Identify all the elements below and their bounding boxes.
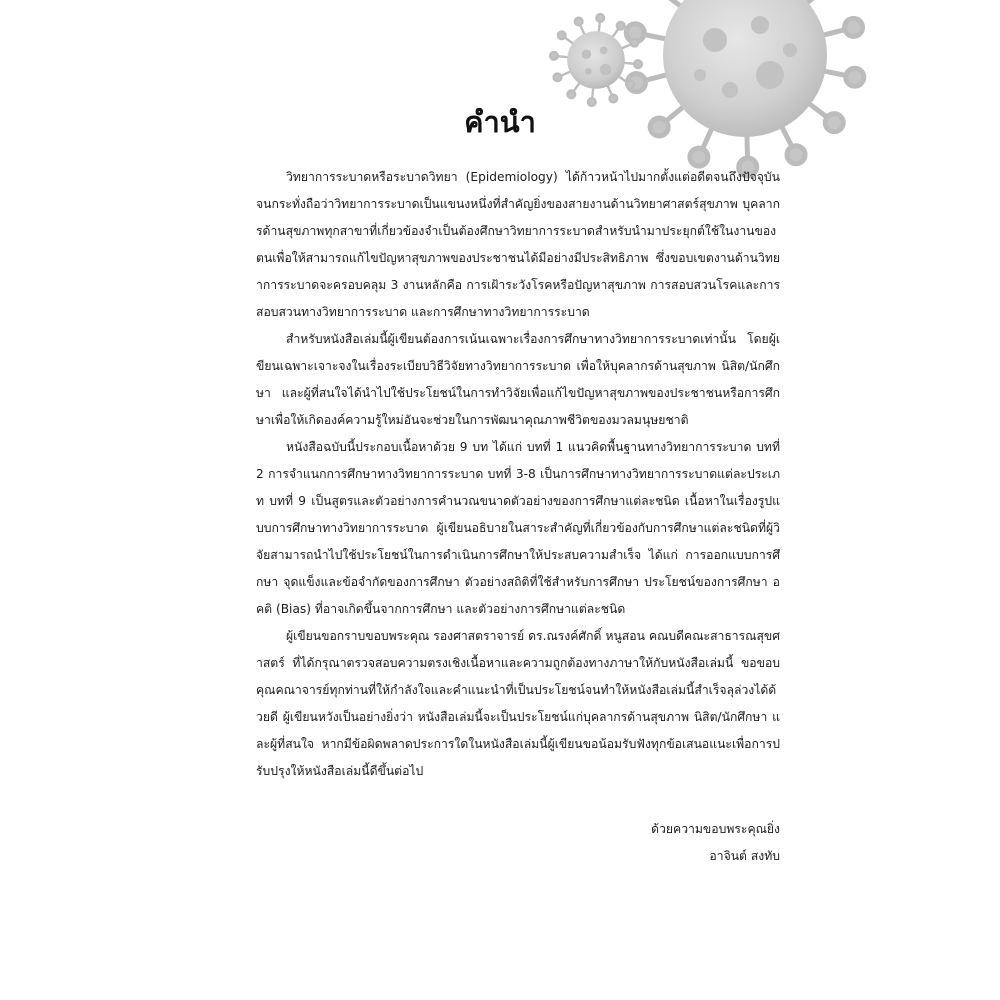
author-name: อาจินต์ สงทับ — [709, 849, 780, 863]
preface-body — [256, 164, 780, 785]
paragraph-acknowledgement: ผู้เขียนขอกราบขอบพระคุณ รองศาสตราจารย์ ดร.ณรงค์ศักดิ์ หนูสอน คณบดีคณะสาธารณสุขศาสตร์ ที่ได้กรุณาตรวจสอบความตรงเชิงเนื้อหาและความถูกต้องทางภาษาให้กับหนังสือเล่มนี้ ขอขอบคุณคณาจารย์ทุกท่านที่ให้กำลังใจและคำแนะนำที่เป็นประโยชน์จนทำให้หนังสือเล่มนี้สำเร็จลุล่วงได้ด้วยดี ผู้เขียนหวังเป็นอย่างยิ่งว่า หนังสือเล่มนี้จะเป็นประโยชน์แก่บุคลากรด้านสุขภาพ นิสิต/นักศึกษา และผู้ที่สนใจ หากมีข้อผิดพลาดประการใดในหนังสือเล่มนี้ผู้เขียนขอน้อมรับฟังทุกข้อเสนอแนะเพื่อการปรับปรุงให้หนังสือเล่มนี้ดีขึ้นต่อไป — [256, 629, 780, 778]
virus-small-icon — [548, 12, 644, 108]
page-title: คำนำ — [464, 105, 536, 139]
paragraph-contents: หนังสือฉบับนี้ประกอบเนื้อหาด้วย 9 บท ได้แก่ บทที่ 1 แนวคิดพื้นฐานทางวิทยาการระบาด บทที่ 2 การจำแนกการศึกษาทางวิทยาการระบาด บทที่ 3-8 เป็นการศึกษาทางวิทยาการระบาดแต่ละประเภท บทที่ 9 เป็นสูตรและตัวอย่างการคำนวณขนาดตัวอย่างของการศึกษาแต่ละชนิด เนื้อหาในเรื่องรูปแบบการศึกษาทางวิทยาการระบาด ผู้เขียนอธิบายในสาระสำคัญที่เกี่ยวข้องกับการศึกษาแต่ละชนิดที่ผู้วิจัยสามารถนำไปใช้ประโยชน์ในการดำเนินการศึกษาให้ประสบความสำเร็จ ได้แก่ การออกแบบการศึกษา จุดแข็งและข้อจำกัดของการศึกษา ตัวอย่างสถิติที่ใช้สำหรับการศึกษา ประโยชน์ของการศึกษา อคติ (Bias) ที่อาจเกิดขึ้นจากการศึกษา และตัวอย่างการศึกษาแต่ละชนิด — [256, 440, 780, 616]
paragraph-intro: วิทยาการระบาดหรือระบาดวิทยา (Epidemiology) ได้ก้าวหน้าไปมากตั้งแต่อดีตจนถึงปัจจุบัน จนกระทั่งถือว่าวิทยาการระบาดเป็นแขนงหนึ่งที่สำคัญยิ่งของสายงานด้านวิทยาศาสตร์สุขภาพ บุคลากรด้านสุขภาพทุกสาขาที่เกี่ยวข้องจำเป็นต้องศึกษาวิทยาการระบาดสำหรับนำมาประยุกต์ใช้ในงานของตนเพื่อให้สามารถแก้ไขปัญหาสุขภาพของประชาชนได้มีอย่างมีประสิทธิภาพ ซึ่งขอบเขตงานด้านวิทยาการระบาดจะครอบคลุม 3 งานหลักคือ การเฝ้าระวังโรคหรือปัญหาสุขภาพ การสอบสวนโรคและการสอบสวนทางวิทยาการระบาด และการศึกษาทางวิทยาการระบาด — [256, 170, 780, 319]
virus-large-icon — [620, 0, 870, 180]
closing-text: ด้วยความขอบพระคุณยิ่ง — [651, 822, 780, 836]
signature-block — [560, 816, 780, 870]
paragraph-purpose: สำหรับหนังสือเล่มนี้ผู้เขียนต้องการเน้นเฉพาะเรื่องการศึกษาทางวิทยาการระบาดเท่านั้น โดยผู้เขียนเฉพาะเจาะจงในเรื่องระเบียบวิธีวิจัยทางวิทยาการระบาด เพื่อให้บุคลากรด้านสุขภาพ นิสิต/นักศึกษา และผู้ที่สนใจได้นำไปใช้ประโยชน์ในการทำวิจัยเพื่อแก้ไขปัญหาสุขภาพของประชาชนหรือการศึกษาเพื่อให้เกิดองค์ความรู้ใหม่อันจะช่วยในการพัฒนาคุณภาพชีวิตของมวลมนุษยชาติ — [256, 332, 780, 427]
